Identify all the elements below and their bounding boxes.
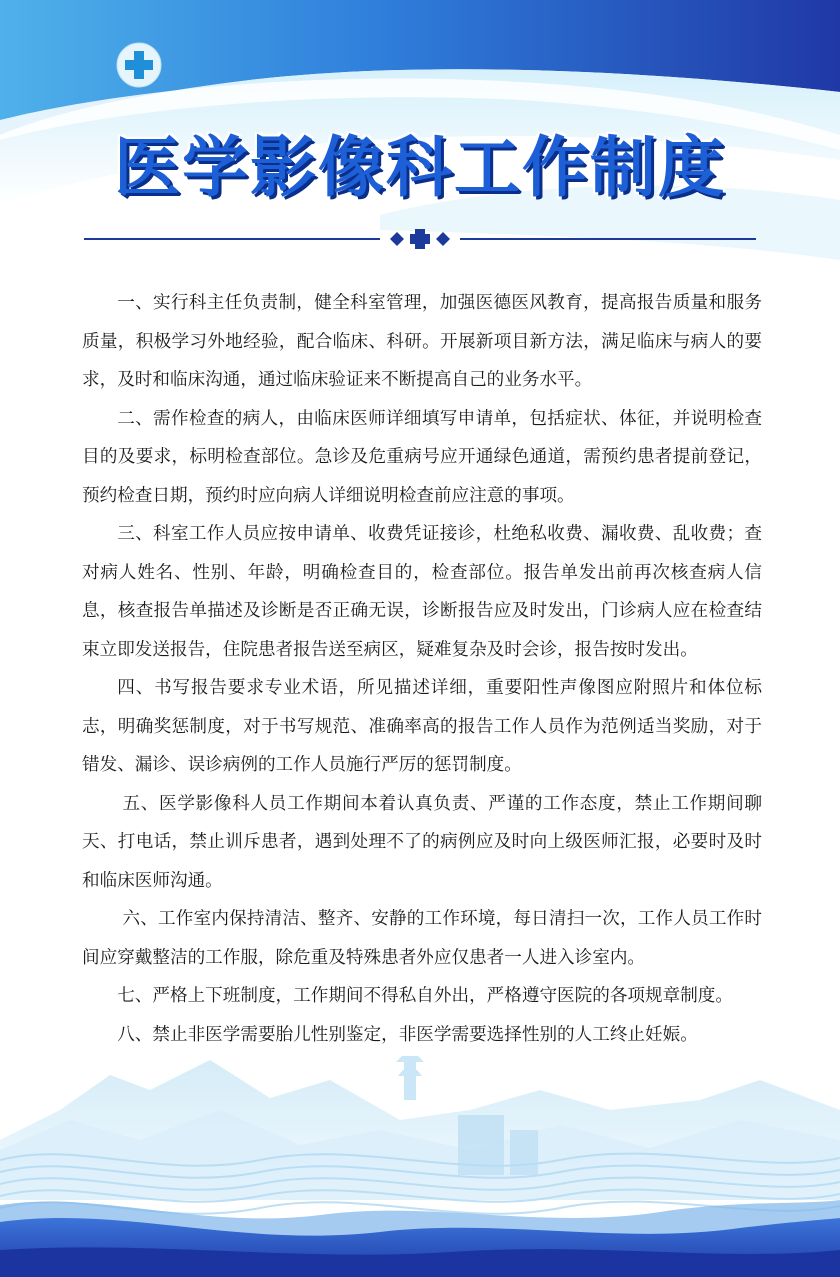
page-title: 医学影像科工作制度 [114, 129, 726, 206]
rule-paragraph-4: 四、书写报告要求专业术语，所见描述详细，重要阳性声像图应附照片和体位标志，明确奖惩制度，对于书写规范、准确率高的报告工作人员作为范例适当奖励，对于错发、漏诊、误诊病例的工作人员施行严厉的惩罚制度。 [82, 678, 762, 775]
rules-content [82, 284, 762, 1054]
cross-diamond-divider-icon [84, 226, 756, 252]
rule-paragraph-3: 三、科室工作人员应按申请单、收费凭证接诊，杜绝私收费、漏收费、乱收费；查对病人姓名、性别、年龄，明确检查目的，检查部位。报告单发出前再次核查病人信息，核查报告单描述及诊断是否正确无误，诊断报告应及时发出，门诊病人应在检查结束立即发送报告，住院患者报告送至病区，疑难复杂及时会诊，报告按时发出。 [82, 524, 762, 660]
rule-paragraph-6: 六、工作室内保持清洁、整齐、安静的工作环境，每日清扫一次，工作人员工作时间应穿戴整洁的工作服，除危重及特殊患者外应仅患者一人进入诊室内。 [82, 909, 762, 968]
rule-paragraph-1: 一、实行科主任负责制，健全科室管理，加强医德医风教育，提高报告质量和服务质量，积极学习外地经验，配合临床、科研。开展新项目新方法，满足临床与病人的要求，及时和临床沟通，通过临床验证来不断提高自己的业务水平。 [82, 293, 762, 390]
rule-paragraph-2: 二、需作检查的病人，由临床医师详细填写申请单，包括症状、体征，并说明检查目的及要求，标明检查部位。急诊及危重病号应开通绿色通道，需预约患者提前登记，预约检查日期，预约时应向病人详细说明检查前应注意的事项。 [82, 408, 762, 506]
rule-paragraph-8: 八、禁止非医学需要胎儿性别鉴定，非医学需要选择性别的人工终止妊娠。 [117, 1024, 698, 1045]
rule-paragraph-7: 七、严格上下班制度，工作期间不得私自外出，严格遵守医院的各项规章制度。 [117, 986, 733, 1006]
medical-cross-icon [116, 42, 162, 88]
rule-paragraph-5: 五、医学影像科人员工作期间本着认真负责、严谨的工作态度，禁止工作期间聊天、打电话，禁止训斥患者，遇到处理不了的病例应及时向上级医师汇报，必要时及时和临床医师沟通。 [82, 793, 762, 891]
